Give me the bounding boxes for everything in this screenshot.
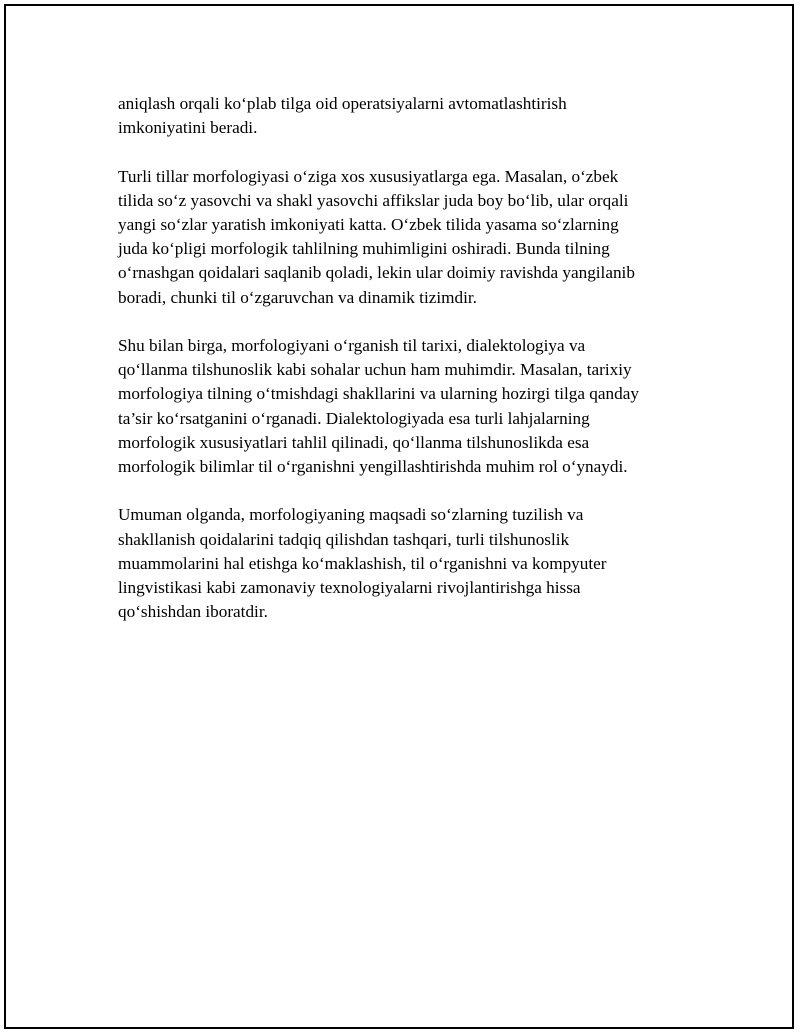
paragraph: aniqlash orqali ko‘plab tilga oid operatsiyalarni avtomatlashtirish imkoniyatini beradi. xyxy=(118,94,567,138)
paragraph: Umuman olganda, morfologiyaning maqsadi so‘zlarning tuzilish va shakllanish qoidalarini tadqiq qilishdan tashqari, turli tilshunoslik muammolarini hal etishga ko‘maklashish, til o‘rganishni va kompyuter lingvistikasi kabi zamonaviy texnologiyalarni rivojlantirishga hissa qo‘shishdan iboratdir. xyxy=(118,505,607,622)
paragraph: Turli tillar morfologiyasi o‘ziga xos xususiyatlarga ega. Masalan, o‘zbek tilida so‘z yasovchi va shakl yasovchi affikslar juda boy bo‘lib, ular orqali yangi so‘zlar yaratish imkoniyati katta. O‘zbek tilida yasama so‘zlarning juda ko‘pligi morfologik tahlilning muhimligini oshiradi. Bunda tilning o‘rnashgan qoidalari saqlanib qoladi, lekin ular doimiy ravishda yangilanib boradi, chunki til o‘zgaruvchan va dinamik tizimdir. xyxy=(118,166,635,307)
document-body xyxy=(118,92,683,649)
paragraph: Shu bilan birga, morfologiyani o‘rganish til tarixi, dialektologiya va qo‘llanma tilshunoslik kabi sohalar uchun ham muhimdir. Masalan, tarixiy morfologiya tilning o‘tmishdagi shakllarini va ularning hozirgi tilga qanday ta’sir ko‘rsatganini o‘rganadi. Dialektologiyada esa turli lahjalarning morfologik xususiyatlari tahlil qilinadi, qo‘llanma tilshunoslikda esa morfologik bilimlar til o‘rganishni yengillashtirishda muhim rol o‘ynaydi. xyxy=(118,336,639,477)
